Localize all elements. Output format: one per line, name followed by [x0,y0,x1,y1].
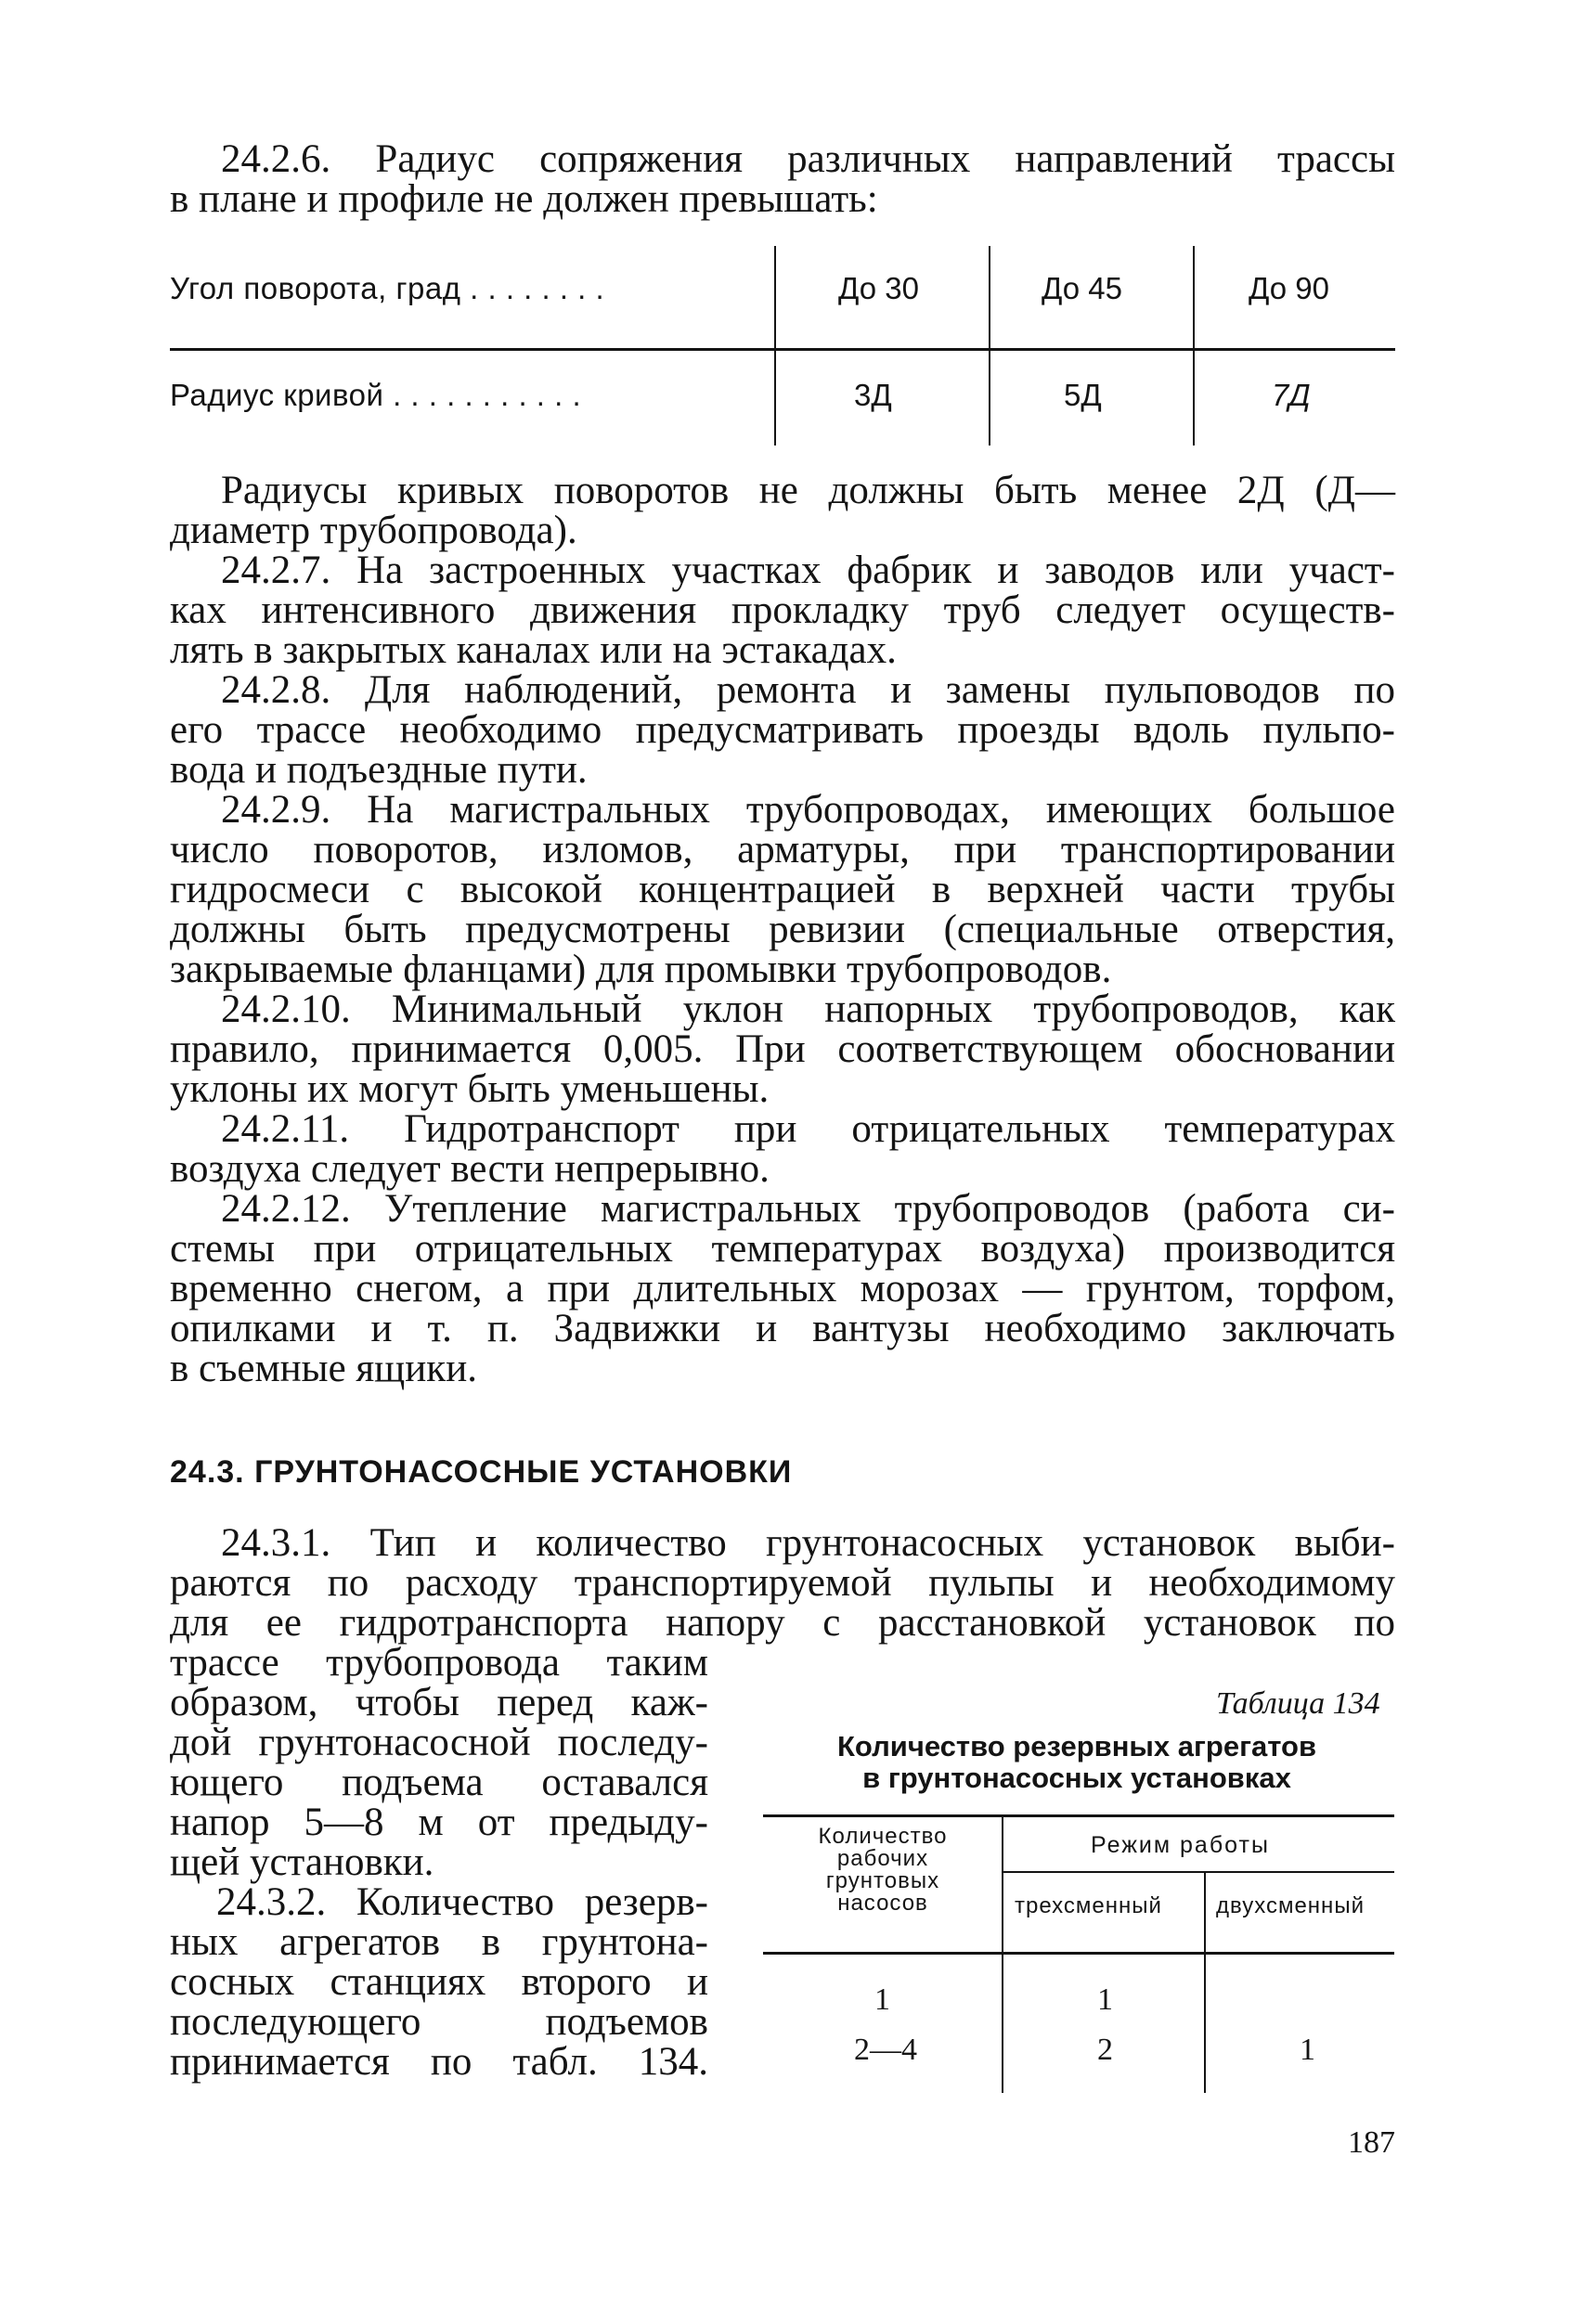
radius-table-cell: До 90 [1249,271,1329,305]
paragraph-24-3-1 [170,1523,1395,1643]
radius-table-column-rule [1193,246,1195,445]
paragraph-line: 24.2.7. На застроенных участках фабрик и заводов или участ- [221,549,1395,592]
paragraph-line: 24.2.10. Минимальный уклон напорных трубопроводов, как [221,988,1395,1031]
paragraph-line: его трассе необходимо предусматривать проезды вдоль пульпо- [170,708,1395,752]
column-line: 24.3.2. Количество резерв- [216,1880,708,1924]
table-cell: 1 [874,1982,890,2017]
header-line: рабочих [836,1846,929,1871]
paragraph-line: 24.2.8. Для наблюдений, ремонта и замены пульповодов по [221,668,1395,712]
column-line: напор 5—8 м от предыду- [170,1801,708,1844]
paragraph-line: временно снегом, а при длительных морозах — грунтом, торфом, [170,1267,1395,1310]
paragraph-line: опилками и т. п. Задвижки и вантузы необходимо заключать [170,1307,1395,1350]
radius-table-cell: До 45 [1042,271,1122,305]
paragraph-line: правило, принимается 0,005. При соответствующем обосновании [170,1027,1395,1071]
table-cell: 2—4 [854,2033,917,2067]
paragraph-line: ках интенсивного движения прокладку труб следует осуществ- [170,588,1395,632]
radius-table-cell: 3Д [854,378,892,412]
table-header-two-shift: двухсменный [1216,1893,1365,1918]
column-line: ющего подъема оставался [170,1761,708,1804]
section-heading: 24.3. ГРУНТОНАСОСНЫЕ УСТАНОВКИ [170,1454,793,1490]
page-number: 187 [1348,2125,1395,2160]
table-column-rule [1204,1873,1206,2093]
paragraph-24-2-9 [170,790,1395,989]
paragraph-line: раются по расходу транспортируемой пульпы и необходимому [170,1561,1395,1605]
paragraph-line: 24.3.1. Тип и количество грунтонасосных установок выби- [221,1521,1395,1565]
paragraph-24-2-11 [170,1109,1395,1189]
table-title [761,1731,1392,1794]
paragraph-line: диаметр трубопровода). [170,509,577,552]
header-line: грунтовых [825,1868,940,1893]
table-header-bottom-rule [763,1952,1394,1955]
table-number: Таблица 134 [1216,1686,1380,1721]
radius-table-divider [170,348,1395,351]
table-title-line: Количество резервных агрегатов [837,1730,1316,1762]
radius-table-column-rule [774,246,776,445]
paragraph-line: число поворотов, изломов, арматуры, при транспортировании [170,828,1395,872]
radius-table-row1-label: Угол поворота, град . . . . . . . . [170,271,605,305]
table-column-rule [1002,1814,1003,2093]
radius-table-row2-label: Радиус кривой . . . . . . . . . . . [170,378,582,412]
radius-table-cell: До 30 [838,271,919,305]
table-sub-rule [1003,1871,1394,1873]
paragraph-line: 24.2.9. На магистральных трубопроводах, имеющих большое [221,788,1395,832]
paragraph-radius-note [170,471,1395,550]
column-line: щей установки. [170,1840,434,1884]
column-line: последующего подъемов [170,2000,708,2044]
paragraph-24-2-10 [170,989,1395,1109]
radius-table-column-rule [989,246,990,445]
intro-line-2: в плане и профиле не должен превышать: [170,177,878,221]
radius-table-cell: 7Д [1272,378,1311,412]
column-line: ных агрегатов в грунтона- [170,1920,708,1964]
column-line: принимается по табл. 134. [170,2040,708,2084]
table-header-count [763,1826,1003,1915]
paragraph-line: стемы при отрицательных температурах воздуха) производится [170,1227,1395,1271]
paragraph-24-2-12 [170,1189,1395,1388]
paragraph-line: в съемные ящики. [170,1347,477,1390]
table-cell: 2 [1097,2033,1113,2067]
table-title-line: в грунтонасосных установках [862,1762,1291,1794]
paragraph-line: лять в закрытых каналах или на эстакадах. [170,628,897,672]
intro-line-1: 24.2.6. Радиус сопряжения различных направлений трассы [221,137,1395,181]
left-column-text [170,1643,708,2082]
column-line: дой грунтонасосной последу- [170,1721,708,1764]
paragraph-line: 24.2.12. Утепление магистральных трубопроводов (работа си- [221,1187,1395,1231]
paragraph-line: должны быть предусмотрены ревизии (специальные отверстия, [170,908,1395,951]
column-line: образом, чтобы перед каж- [170,1681,708,1724]
header-line: насосов [837,1891,928,1916]
paragraph-24-2-8 [170,670,1395,790]
table-top-rule [763,1814,1394,1817]
column-line: трассе трубопровода таким [170,1641,708,1685]
column-line: сосных станциях второго и [170,1960,708,2004]
table-cell: 1 [1097,1982,1113,2017]
paragraph-line: для ее гидротранспорта напору с расстановкой установок по [170,1601,1395,1645]
header-line: Количество [818,1824,948,1849]
paragraph-line: закрываемые фланцами) для промывки трубопроводов. [170,948,1112,991]
paragraph-24-2-7 [170,550,1395,670]
paragraph-line: воздуха следует вести непрерывно. [170,1147,770,1191]
table-cell: 1 [1300,2033,1315,2067]
paragraph-line: вода и подъездные пути. [170,748,588,792]
paragraph-line: 24.2.11. Гидротранспорт при отрицательных температурах [221,1107,1395,1151]
table-header-three-shift: трехсменный [1015,1893,1162,1918]
table-header-mode: Режим работы [1091,1832,1270,1858]
radius-table-cell: 5Д [1064,378,1102,412]
paragraph-line: уклоны их могут быть уменьшены. [170,1067,770,1111]
paragraph-line: гидросмеси с высокой концентрацией в верхней части трубы [170,868,1395,911]
paragraph-line: Радиусы кривых поворотов не должны быть менее 2Д (Д— [221,469,1395,512]
intro-paragraph [170,139,1395,219]
